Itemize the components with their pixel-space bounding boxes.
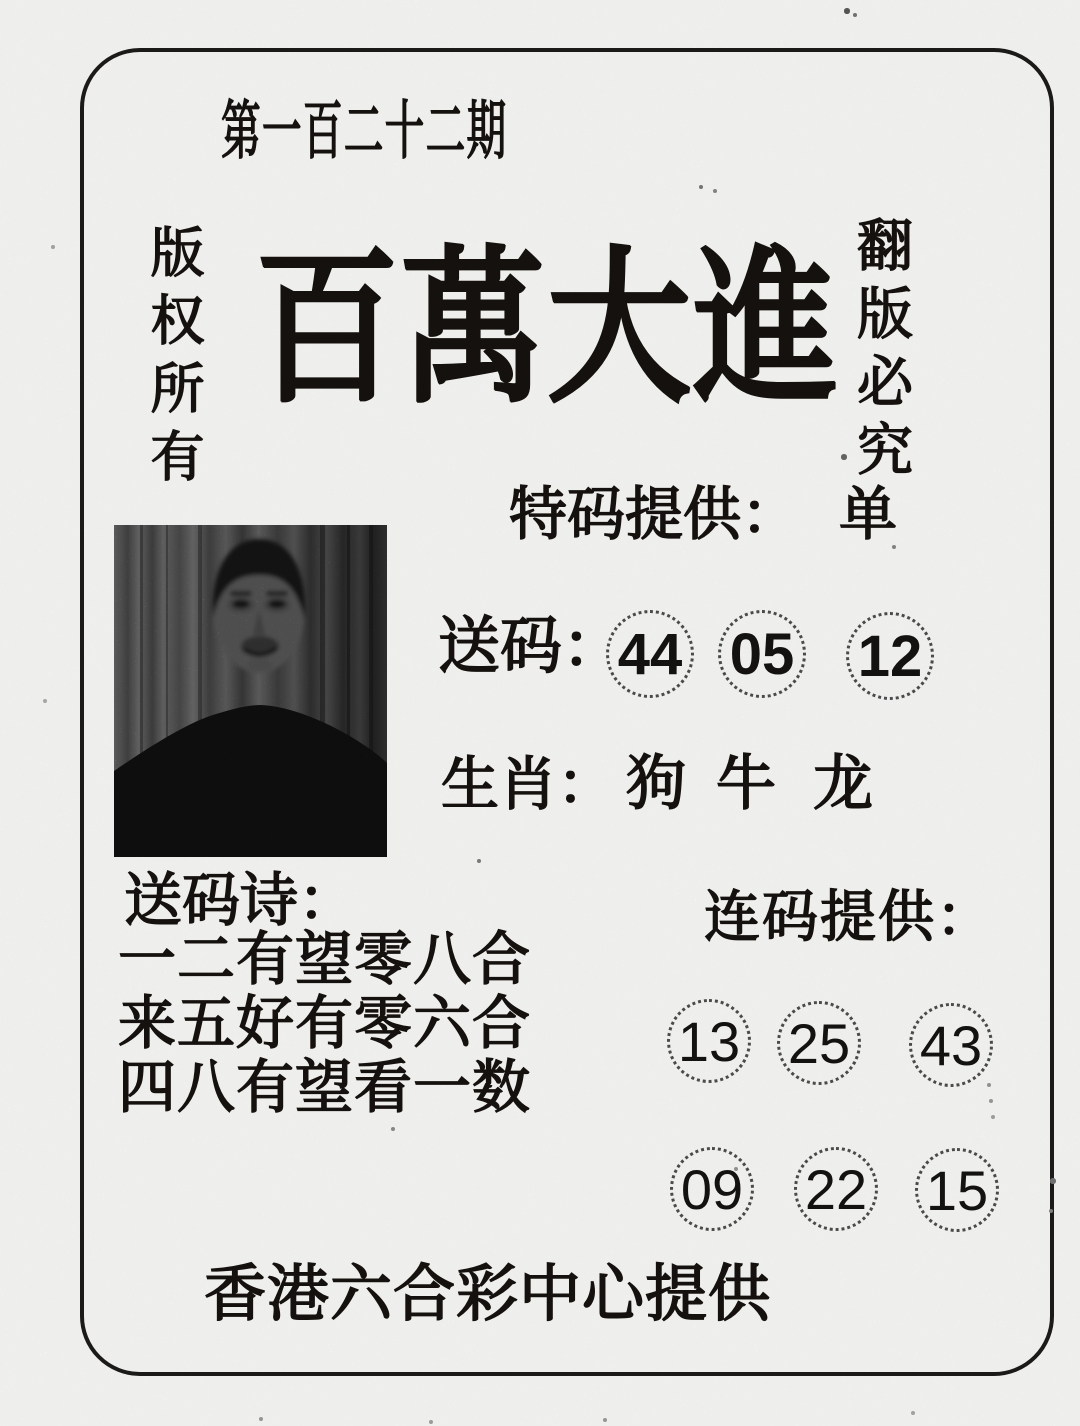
serial-code-circle: 22 xyxy=(794,1147,878,1231)
poem-label: 送码诗： xyxy=(124,868,357,933)
serial-code-circle: 13 xyxy=(667,999,751,1083)
zodiac-value: 牛 xyxy=(716,751,776,817)
send-code-label: 送码： xyxy=(438,613,625,681)
special-code-line xyxy=(509,482,898,547)
serial-code-circle: 09 xyxy=(670,1147,754,1231)
poem-line: 一二有望零八合 xyxy=(118,927,532,992)
copyright-right-text: 翻版必究 xyxy=(849,216,911,488)
zodiac-value: 狗 xyxy=(626,751,686,817)
poem-line: 四八有望看一数 xyxy=(118,1055,532,1120)
send-code-circle: 44 xyxy=(606,610,694,698)
footer-provider-text: 香港六合彩中心提供 xyxy=(204,1261,772,1329)
serial-code-circle: 43 xyxy=(909,1003,993,1087)
copyright-left-text: 版权所有 xyxy=(143,224,203,496)
send-code-circle: 05 xyxy=(718,610,806,698)
serial-code-circle: 25 xyxy=(777,1001,861,1085)
special-code-label: 特码提供： xyxy=(509,482,800,547)
poem-lines xyxy=(118,928,531,1120)
serial-code-circle: 15 xyxy=(915,1148,999,1232)
man-portrait-photo xyxy=(114,525,387,857)
scan-speckles xyxy=(0,0,2,2)
send-code-circle: 12 xyxy=(846,612,934,700)
serial-code-label: 连码提供： xyxy=(704,887,994,949)
zodiac-value: 龙 xyxy=(813,751,873,817)
special-code-value: 单 xyxy=(839,482,898,547)
issue-number: 第一百二十二期 xyxy=(221,96,508,167)
zodiac-label: 生肖： xyxy=(441,752,616,817)
page-title: 百萬大進 xyxy=(254,237,839,423)
poem-line: 来五好有零六合 xyxy=(118,991,532,1056)
